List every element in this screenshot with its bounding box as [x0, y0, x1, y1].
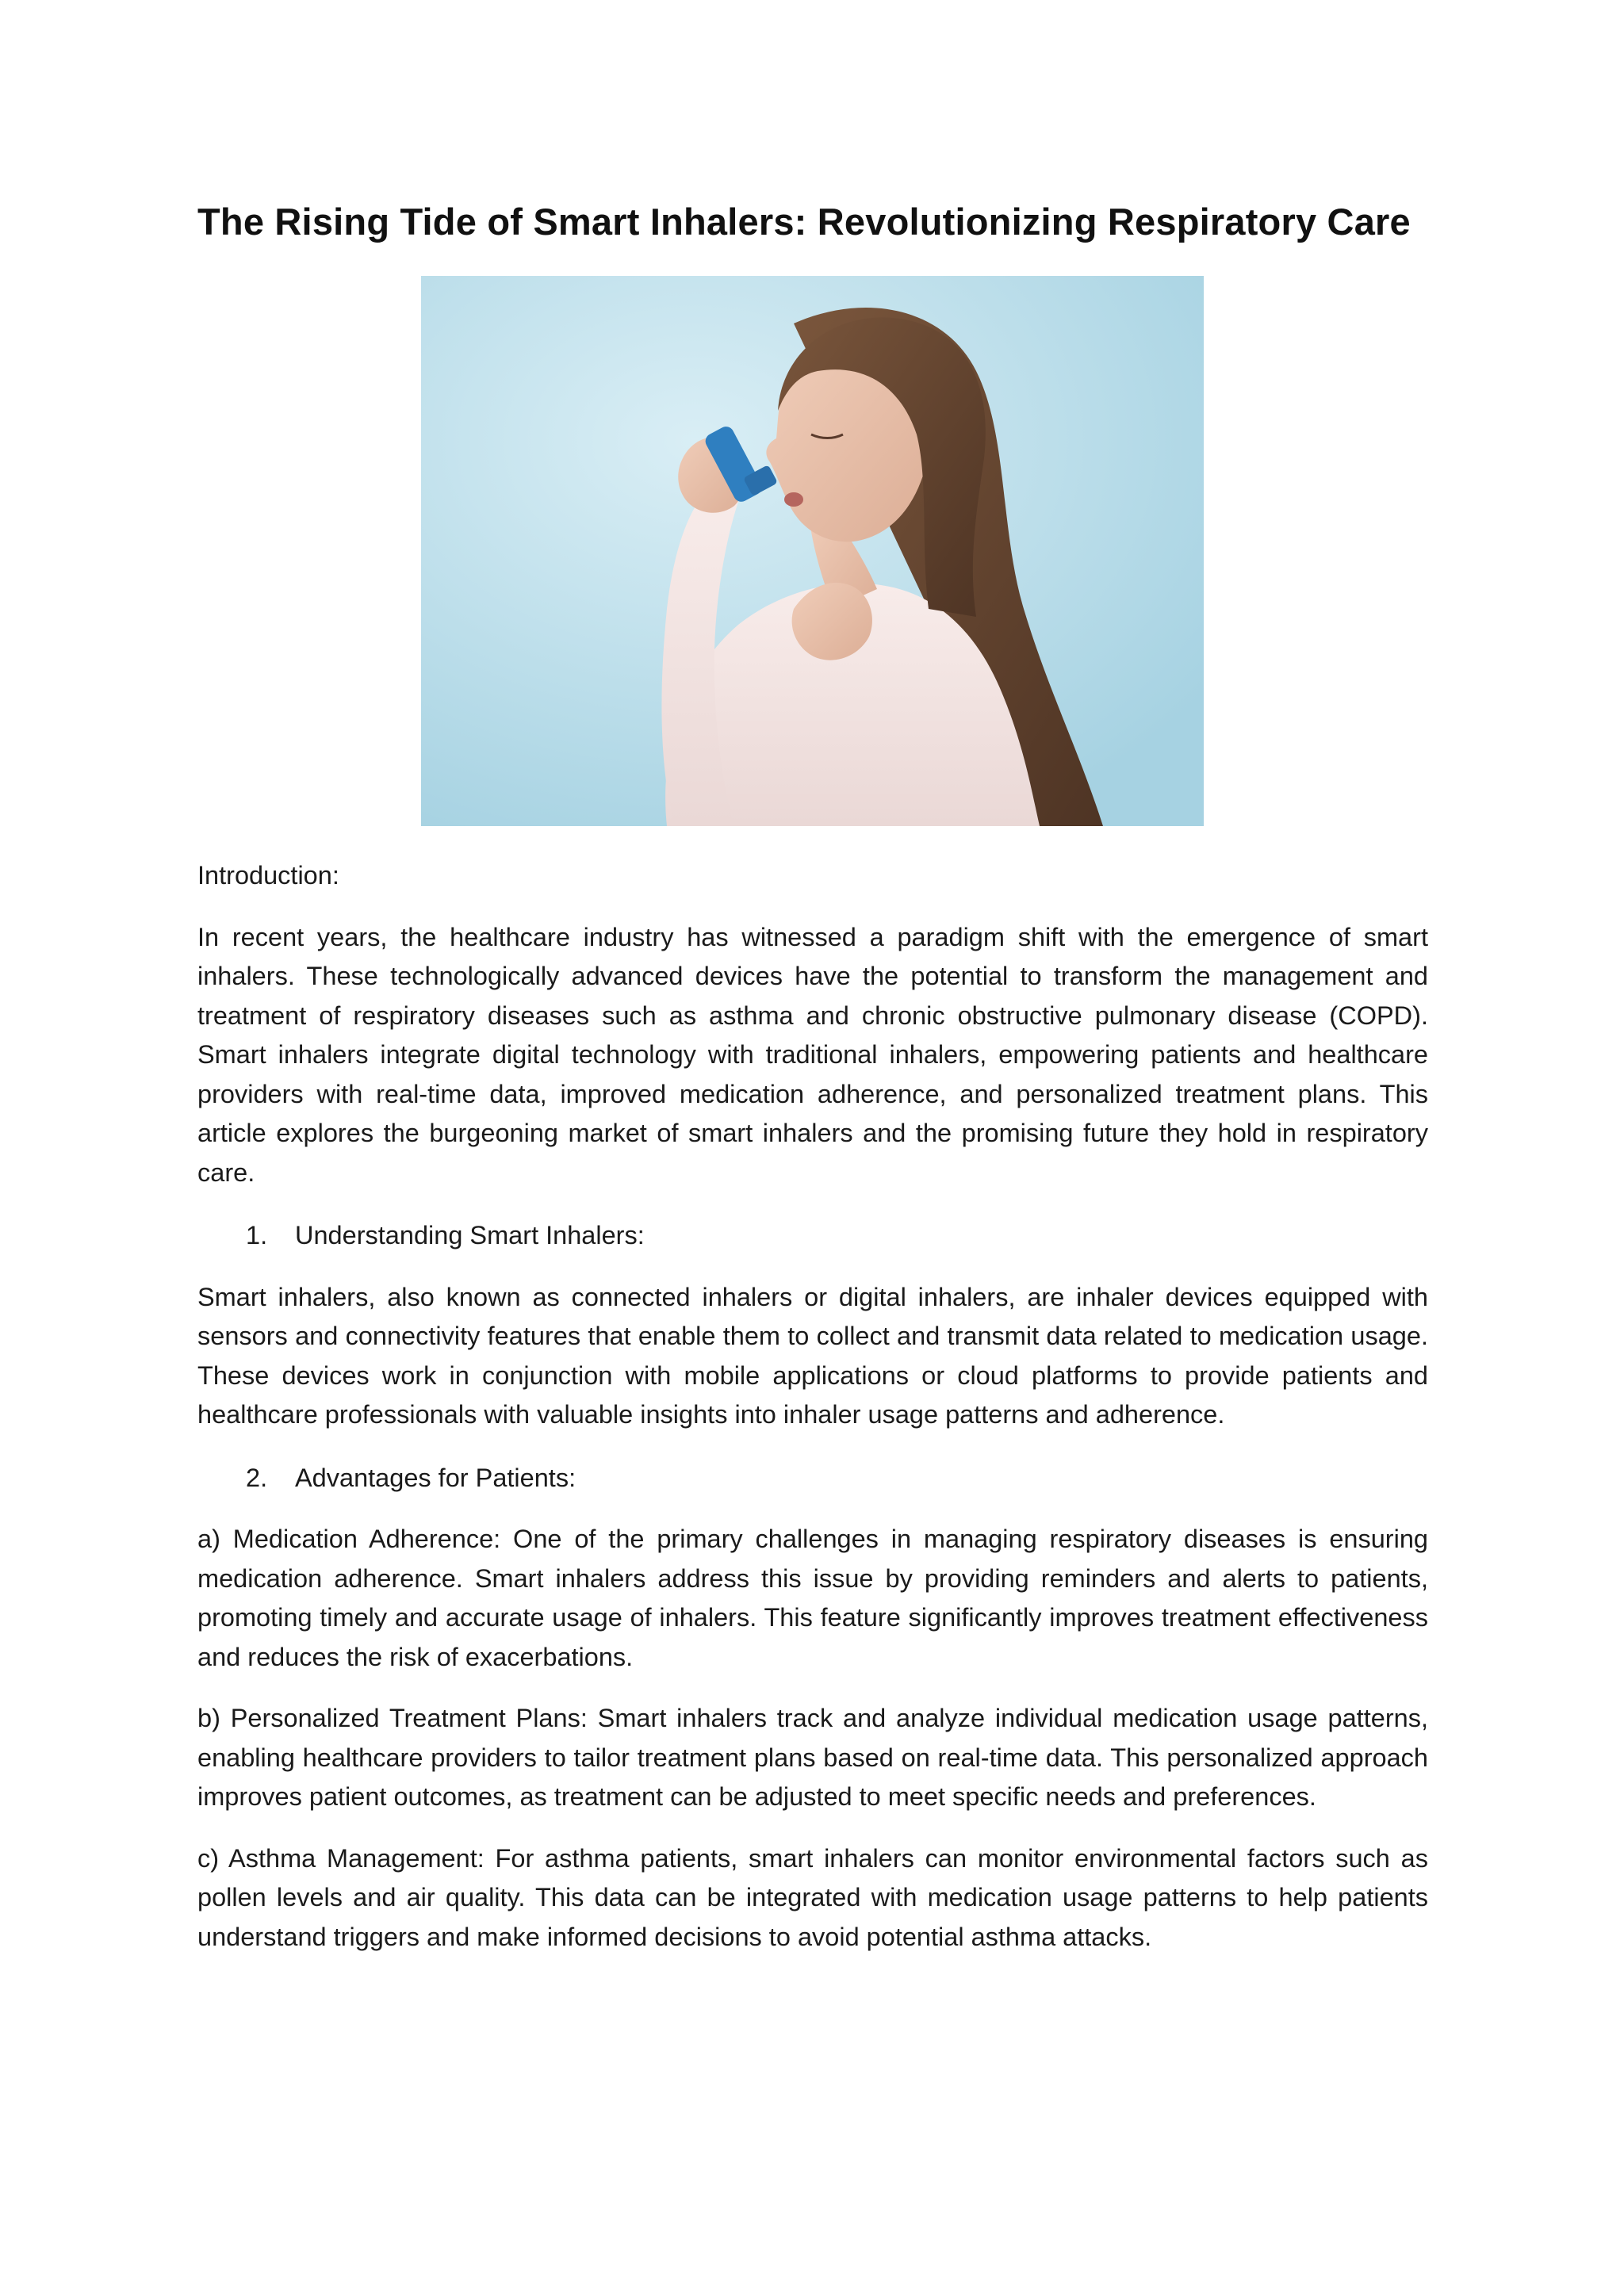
- section-1-paragraph: Smart inhalers, also known as connected inhalers or digital inhalers, are inhaler devices equipped with sensors and connectivity features that enable them to collect and transmit data related to medication usage. These devices work in conjunction with mobile applications or cloud platforms to provide patients and healthcare professionals with valuable insights into inhaler usage patterns and adherence.: [197, 1282, 1428, 1429]
- asthma-management-paragraph: c) Asthma Management: For asthma patients, smart inhalers can monitor environmental factors such as pollen levels and air quality. This data can be integrated with medication usage patterns to help patients understand triggers and make informed decisions to avoid potential asthma attacks.: [197, 1843, 1428, 1951]
- medication-adherence-paragraph: a) Medication Adherence: One of the primary challenges in managing respiratory diseases is ensuring medication adherence. Smart inhalers address this issue by providing reminders and alerts to patients, promoting timely and accurate usage of inhalers. This feature significantly improves treatment effectiveness and reduces the risk of exacerbations.: [197, 1525, 1428, 1671]
- article-title: The Rising Tide of Smart Inhalers: Revolutionizing Respiratory Care: [197, 201, 1411, 243]
- hero-image-woman-using-inhaler: [421, 276, 1204, 826]
- intro-paragraph: In recent years, the healthcare industry has witnessed a paradigm shift with the emergence of smart inhalers. These technologically advanced devices have the potential to transform the management and treatment of respiratory diseases such as asthma and chronic obstructive pulmonary disease (COPD). Smart inhalers integrate digital technology with traditional inhalers, empowering patients and healthcare providers with real-time data, improved medication adherence, and personalized treatment plans. This article explores the burgeoning market of smart inhalers and the promising future they hold in respiratory care.: [197, 922, 1428, 1187]
- section-1-heading: [197, 1216, 1428, 1256]
- personalized-treatment-paragraph: b) Personalized Treatment Plans: Smart inhalers track and analyze individual medication usage patterns, enabling healthcare providers to tailor treatment plans based on real-time data. This personalized approach improves patient outcomes, as treatment can be adjusted to meet specific needs and preferences.: [197, 1704, 1428, 1811]
- section-number: 2.: [246, 1463, 268, 1492]
- section-heading-text: Advantages for Patients:: [295, 1463, 576, 1492]
- section-2-heading: [197, 1459, 1428, 1498]
- intro-heading: Introduction:: [197, 861, 339, 890]
- section-number: 1.: [246, 1221, 268, 1249]
- section-heading-text: Understanding Smart Inhalers:: [295, 1221, 645, 1249]
- article-body: [197, 198, 1428, 1957]
